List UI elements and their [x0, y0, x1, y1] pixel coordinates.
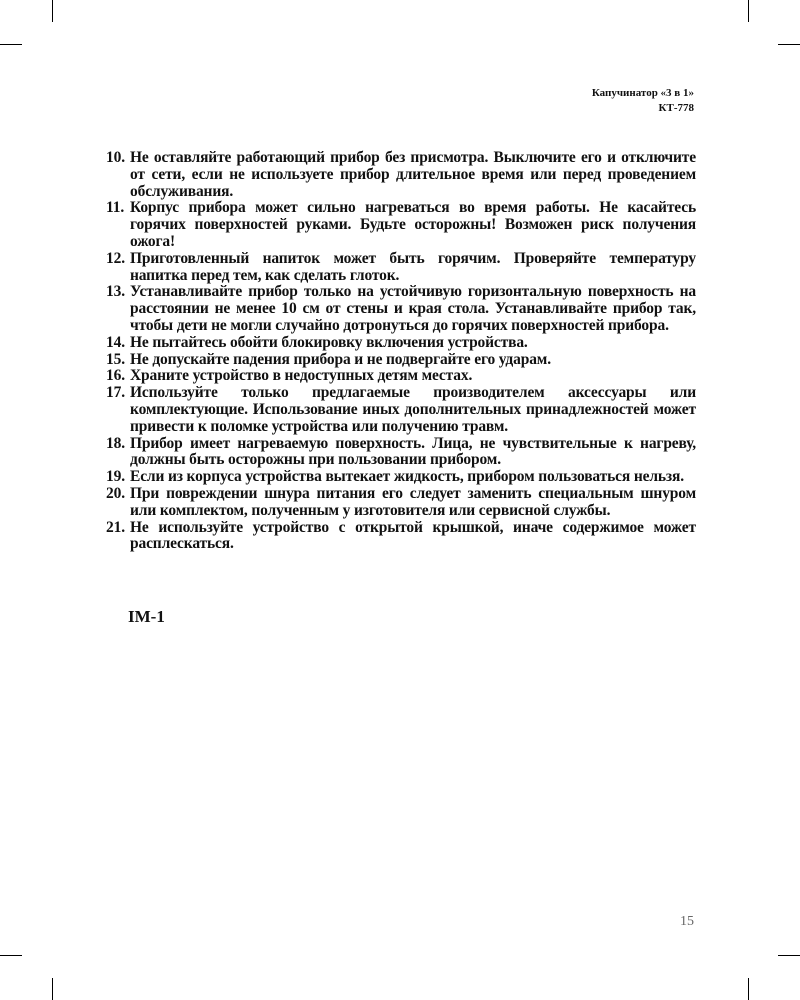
item-number: 14.	[106, 333, 125, 351]
item-text: Устанавливайте прибор только на устойчивую горизонтальную поверхность на расстоянии не менее 10 см от стены и края стола. Устанавливайте прибор так, чтобы дети не могли случайно дотронуться до горячих поверхностей прибора.	[130, 283, 696, 334]
item-number: 11.	[106, 199, 125, 217]
item-text: Не используйте устройство с открытой крышкой, иначе содержимое может расплескаться.	[130, 518, 696, 553]
list-item	[106, 352, 696, 369]
item-text: Прибор имеет нагреваемую поверхность. Лица, не чувствительные к нагреву, должны быть осторожны при пользовании прибором.	[130, 434, 696, 469]
crop-mark	[0, 955, 22, 956]
item-number: 13.	[106, 283, 125, 301]
list-item	[106, 251, 696, 285]
page-number: 15	[680, 914, 694, 929]
safety-instructions-list	[106, 150, 696, 553]
item-number: 12.	[106, 249, 125, 267]
item-number: 18.	[106, 434, 125, 452]
crop-mark	[748, 978, 749, 1000]
list-item	[106, 335, 696, 352]
list-item	[106, 284, 696, 334]
crop-mark	[778, 955, 800, 956]
item-text: Корпус прибора может сильно нагреваться во время работы. Не касайтесь горячих поверхностей руками. Будьте осторожны! Возможен риск получения ожога!	[130, 199, 696, 250]
crop-mark	[52, 0, 53, 22]
item-text: При повреждении шнура питания его следует заменить специальным шнуром или комплектом, полученным у изготовителя или сервисной службы.	[130, 484, 696, 519]
item-text: Не допускайте падения прибора и не подвергайте его ударам.	[130, 350, 551, 368]
crop-mark	[778, 44, 800, 45]
item-number: 20.	[106, 484, 125, 502]
list-item	[106, 385, 696, 435]
crop-mark	[0, 44, 22, 45]
list-item	[106, 469, 696, 486]
item-text: Не оставляйте работающий прибор без присмотра. Выключите его и отключите от сети, если не используете прибор длительное время или перед проведением обслуживания.	[130, 149, 696, 200]
item-number: 17.	[106, 384, 125, 402]
item-text: Храните устройство в недоступных детям местах.	[130, 367, 473, 385]
item-text: Используйте только предлагаемые производителем аксессуары или комплектующие. Использование иных дополнительных принадлежностей может привести к поломке устройства или получению травм.	[130, 384, 696, 435]
item-number: 21.	[106, 518, 125, 536]
list-item	[106, 436, 696, 470]
item-number: 19.	[106, 468, 125, 486]
crop-mark	[52, 978, 53, 1000]
document-code: IM-1	[128, 607, 165, 626]
running-header	[592, 86, 694, 116]
crop-mark	[748, 0, 749, 22]
item-number: 16.	[106, 367, 125, 385]
item-text: Не пытайтесь обойти блокировку включения устройства.	[130, 333, 528, 351]
header-model: КТ-778	[658, 102, 694, 114]
item-text: Если из корпуса устройства вытекает жидкость, прибором пользоваться нельзя.	[130, 468, 684, 486]
list-item	[106, 150, 696, 200]
list-item	[106, 520, 696, 554]
item-text: Приготовленный напиток может быть горячим. Проверяйте температуру напитка перед тем, как сделать глоток.	[130, 249, 696, 284]
item-number: 10.	[106, 149, 125, 166]
item-number: 15.	[106, 350, 125, 368]
list-item	[106, 486, 696, 520]
header-product-name: Капучинатор «3 в 1»	[591, 87, 694, 99]
list-item	[106, 200, 696, 250]
list-item	[106, 368, 696, 385]
